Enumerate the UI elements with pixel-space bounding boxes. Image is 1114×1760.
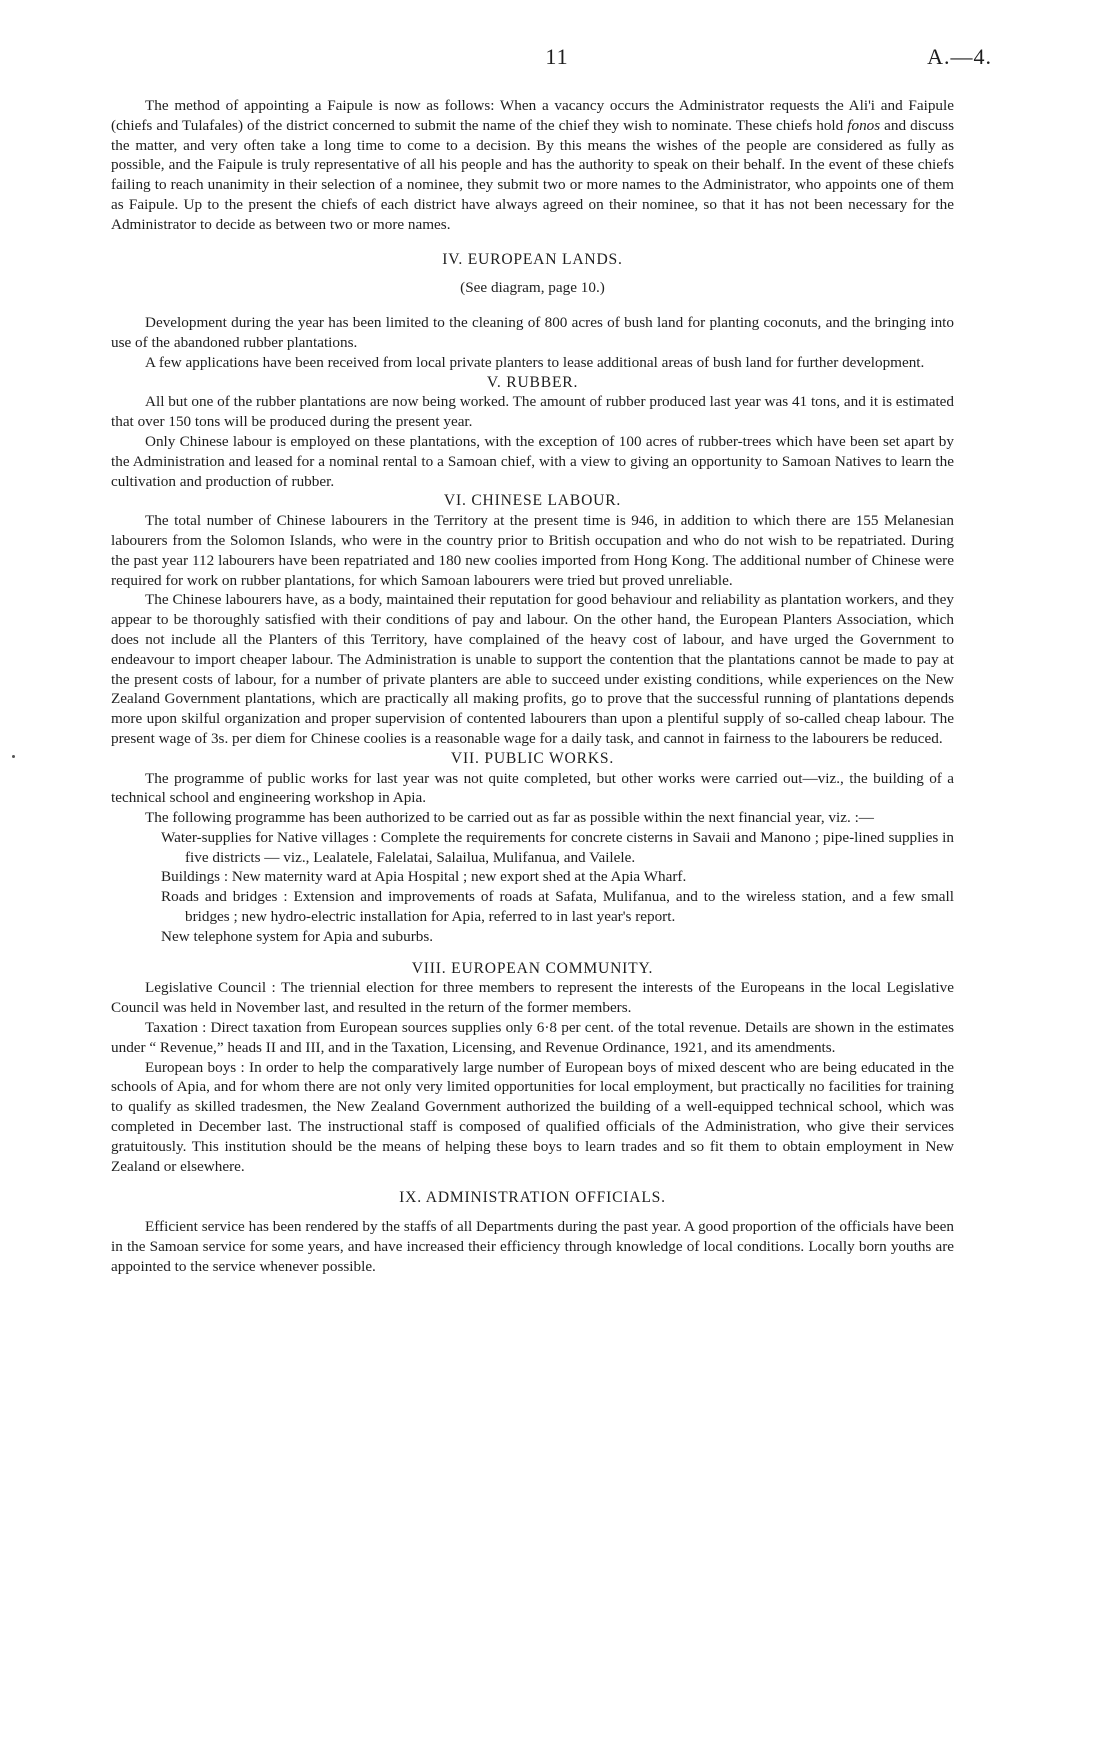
- section-viii-paragraph: Taxation : Direct taxation from European sources supplies only 6·8 per cent. of the total revenue. Details are shown in the estimates under “ Revenue,” heads II and III, and in the Taxation, Licensing, and Revenue Ordinance, 1921, and its amendments.: [111, 1019, 954, 1056]
- section-vii-paragraph: The programme of public works for last year was not quite completed, but other works were carried out—viz., the building of a technical school and engineering workshop in Apia.: [111, 769, 954, 807]
- public-works-list: [111, 828, 954, 947]
- section-ix-heading: IX. ADMINISTRATION OFFICIALS.: [399, 1189, 666, 1207]
- list-item: Water-supplies for Native villages : Complete the requirements for concrete cisterns in Savaii and Manono ; pipe-lined supplies in five districts — viz., Lealatele, Falelatai, Salailua, Mulifanua, and Vailele.: [161, 828, 954, 866]
- document-code: A.—4.: [927, 44, 992, 69]
- section-ix-paragraph: Efficient service has been rendered by the staffs of all Departments during the past year. A good proportion of the officials have been in the Samoan service for some years, and have increased their efficiency through knowledge of local conditions. Locally born youths are appointed to the service whenever possible.: [111, 1218, 954, 1275]
- section-v-heading: V. RUBBER.: [486, 373, 579, 391]
- fonos-term: fonos: [847, 116, 881, 134]
- section-vii-paragraph: The following programme has been authorized to be carried out as far as possible within the next financial year, viz. :—: [145, 809, 874, 827]
- list-item: Roads and bridges : Extension and improvements of roads at Safata, Mulifanua, and to the wireless station, and a few small bridges ; new hydro-electric installation for Apia, referred to in last year's report.: [161, 888, 954, 926]
- margin-mark: [12, 755, 15, 758]
- section-iv-paragraph: A few applications have been received from local private planters to lease additional areas of bush land for further development.: [145, 353, 925, 371]
- section-viii-paragraph: European boys : In order to help the comparatively large number of European boys of mixed descent who are being educated in the schools of Apia, and for whom there are not only very limited opportunities for local employment, but practically no facilities for training to qualify as skilled tradesmen, the New Zealand Government authorized the building of a well-equipped technical school, which was completed in December last. The instructional staff is composed of qualified officials of the Administration, who give their services gratuitously. This institution should be the means of helping these boys to learn trades and so fit them to obtain employment in New Zealand or elsewhere.: [111, 1058, 954, 1175]
- section-vii-heading: VII. PUBLIC WORKS.: [450, 749, 615, 767]
- page-number: 11: [545, 44, 569, 69]
- section-viii-heading: VIII. EUROPEAN COMMUNITY.: [411, 959, 654, 977]
- intro-paragraph: The method of appointing a Faipule is now as follows: When a vacancy occurs the Administrator requests the Ali'i and Faipule (chiefs and Tulafales) of the district concerned to submit the name of the chief they wish to nominate. These chiefs hold fonos and discuss the matter, and very often take a long time to come to a decision. By this means the wishes of the people are considered as fully as possible, and the Faipule is truly representative of all his people and has the authority to speak on their behalf. In the event of these chiefs failing to reach unanimity in their selection of a nominee, they submit two or more names to the Administrator, who appoints one of them as Faipule. Up to the present the chiefs of each district have always agreed on their nominee, so that it has not been necessary for the Administrator to decide as between two or more names.: [111, 97, 954, 233]
- list-item: Buildings : New maternity ward at Apia Hospital ; new export shed at the Apia Wharf.: [161, 868, 687, 886]
- section-iv-heading: IV. EUROPEAN LANDS.: [442, 250, 623, 268]
- section-vi-paragraph: The total number of Chinese labourers in the Territory at the present time is 946, in addition to which there are 155 Melanesian labourers from the Solomon Islands, who were in the country prior to British occupation and who do not wish to be repatriated. During the past year 112 labourers have been repatriated and 180 new coolies imported from Hong Kong. The additional number of Chinese were required for work on rubber plantations, for which Samoan labourers were tried but proved unreliable.: [111, 512, 954, 589]
- section-v-paragraph: All but one of the rubber plantations are now being worked. The amount of rubber produced last year was 41 tons, and it is estimated that over 150 tons will be produced during the present year.: [111, 393, 954, 431]
- section-iv-paragraph: Development during the year has been limited to the cleaning of 800 acres of bush land for planting coconuts, and the bringing into use of the abandoned rubber plantations.: [111, 314, 954, 351]
- section-viii-paragraph: Legislative Council : The triennial election for three members to represent the interests of the Europeans in the local Legislative Council was held in November last, and resulted in the return of the former members.: [111, 979, 954, 1017]
- body-text: [111, 96, 954, 1277]
- section-iv-subheading: (See diagram, page 10.): [460, 279, 605, 297]
- section-vi-paragraph: The Chinese labourers have, as a body, maintained their reputation for good behaviour and reliability as plantation workers, and they appear to be thoroughly satisfied with their conditions of pay and labour. On the other hand, the European Planters Association, which does not include all the Planters of this Territory, have complained of the heavy cost of labour, and have urged the Government to endeavour to import cheaper labour. The Administration is unable to support the contention that the plantations cannot be made to pay at the present costs of labour, for a number of private planters are able to succeed under existing conditions, while experiences on the New Zealand Government plantations, which are practically all making profits, go to prove that the successful running of plantations depends more upon skilful organization and proper supervision of contented labourers than upon a plentiful supply of so-called cheap labour. The present wage of 3s. per diem for Chinese coolies is a reasonable wage for a daily task, and cannot in fairness to the labourers be reduced.: [111, 591, 954, 747]
- section-vi-heading: VI. CHINESE LABOUR.: [443, 492, 622, 510]
- list-item: New telephone system for Apia and suburbs.: [161, 927, 434, 945]
- section-v-paragraph: Only Chinese labour is employed on these plantations, with the exception of 100 acres of rubber-trees which have been set apart by the Administration and leased for a nominal rental to a Samoan chief, with a view to giving an opportunity to Samoan Natives to learn the cultivation and production of rubber.: [111, 432, 954, 490]
